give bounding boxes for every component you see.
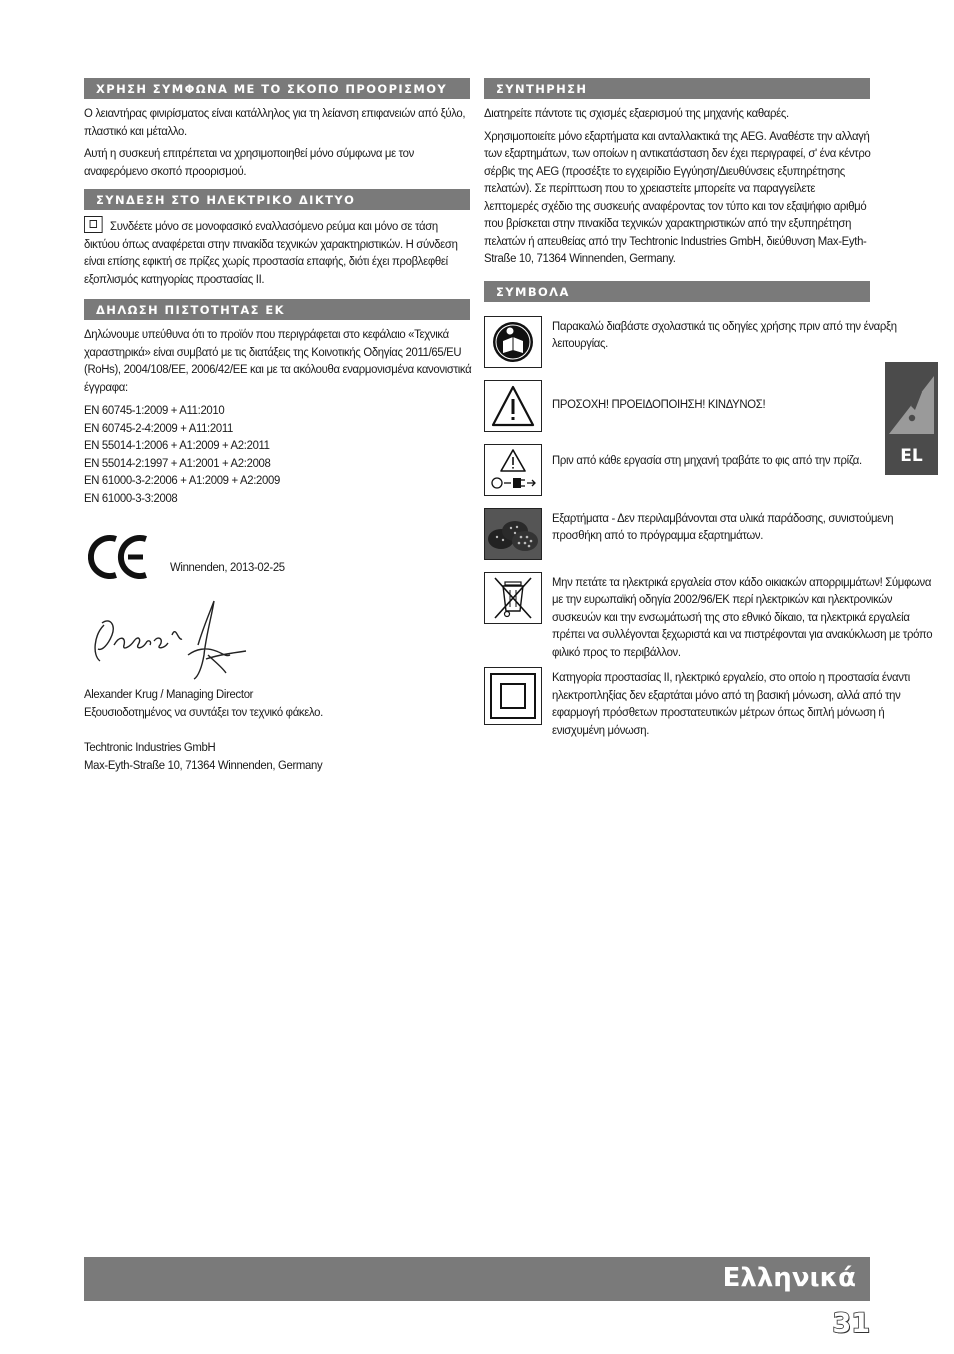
symbol-text: Πριν από κάθε εργασία στη μηχανή τραβάτε το φις από την πρίζα.	[552, 452, 862, 467]
symbol-text: Μην πετάτε τα ηλεκτρικά εργαλεία στον κάδο οικιακών απορριμμάτων! Σύμφωνα με την ευρωπαϊκή οδηγία 2002/96/ΕΚ περί ηλεκτρικών και ηλεκτρονικών συσκευών και την ενσωμάτωσή της στο εθνικό δίκαιο, τα ηλεκτρικά εργαλεία πρέπει να συλλέγονται ξεχωριστά και να πιστρέφονται για ανακύκλωση με τρόπο φιλικό προς το περιβάλλον.	[552, 574, 933, 659]
section-heading-symbols: ΣΥΜΒΟΛΑ	[484, 281, 870, 302]
authorized-note: Εξουσιοδοτημένος να συντάξει τον τεχνικό φάκελο.	[84, 704, 323, 719]
symbol-text: Εξαρτήματα - Δεν περιλαμβάνονται στα υλικά παράδοσης, συνιστούμενη προσθήκη από το πρόγραμμα εξαρτημάτων.	[552, 510, 894, 542]
symbol-row-disposal	[484, 572, 933, 662]
accessories-icon	[484, 508, 542, 560]
maintenance-paragraph-1: Διατηρείτε πάντοτε τις σχισμές εξαερισμού της μηχανής καθαρές.	[484, 106, 789, 120]
standard-item: EN 61000-3-2:2006 + A1:2009 + A2:2009	[84, 473, 280, 487]
footer-language-title: Ελληνικά	[722, 1263, 856, 1293]
maintenance-paragraph-2: Χρησιμοποιείτε μόνο εξαρτήματα και ανταλλακτικά της AEG. Αναθέστε την αλλαγή των εξαρτημάτων, των οποίων η αντικατάσταση δεν έχει περιγραφεί, σ' ένα κέντρο σέρβις της AEG (προσέξτε το εγχειρίδιο Εγγύηση/Διευθύνσεις εξυπηρέτησης πελατών). Σε περίπτωση που το χρειαστείτε μπορείτε να παραγγείλετε λεπτομερές σχέδιο της συσκευής αναφέροντας τον τύπο και τον εξαψήφιο αριθμό που βρίσκεται στην πινακίδα τεχνικών χαρακτηριστικών από την εξυπηρέτηση πελατών ή απευθείας από την Techtronic Industries GmbH, διεύθυνση Max-Eyth-Straße 10, 71364 Winnenden, Germany.	[484, 128, 871, 265]
intended-use-paragraph-1: Ο λειαντήρας φινιρίσματος είναι κατάλληλος για τη λείανση επιφανειών από ξύλο, πλαστικό και μέταλλο.	[84, 106, 466, 138]
standard-item: EN 55014-2:1997 + A1:2001 + A2:2008	[84, 455, 271, 470]
read-manual-icon	[484, 316, 542, 368]
company-address: Max-Eyth-Straße 10, 71364 Winnenden, Germany	[84, 757, 323, 772]
place-date: Winnenden, 2013-02-25	[170, 560, 285, 574]
signature-icon	[86, 595, 256, 681]
symbol-text: Κατηγορία προστασίας ΙΙ, ηλεκτρικό εργαλείο, στο οποίο η προστασία έναντι ηλεκτροπληξίας δεν εξαρτάται μόνο από τη βασική μόνωση, αλλά από την εφαρμογή πρόσθετων προστατευτικών μέτρων όπως διπλή μόνωση ή ενισχυμένη μόνωση.	[552, 670, 910, 737]
standards-list	[84, 402, 470, 507]
ce-mark-icon	[88, 533, 152, 581]
conformity-paragraph: Δηλώνουμε υπεύθυνα ότι το προϊόν που περιγράφεται στο κεφάλαιο «Τεχνικά χαραστηρικά» είναι συμβατό με τις διατάξεις της Κοινοτικής Οδηγίας 2011/65/EU (RoHs), 2004/108/EE, 2006/42/EE και με τα ακόλουθα εναρμονισμένα κανονιστικά έγγραφα:	[84, 327, 472, 394]
standard-item: EN 60745-1:2009 + A11:2010	[84, 403, 225, 417]
signer-name: Alexander Krug / Managing Director	[84, 687, 254, 701]
company-name: Techtronic Industries GmbH	[84, 740, 216, 754]
symbol-text: Παρακαλώ διαβάστε σχολαστικά τις οδηγίες χρήσης πριν από την έναρξη λειτουργίας.	[552, 318, 897, 350]
protection-class-ii-icon	[84, 216, 103, 233]
section-heading-conformity: ΔΗΛΩΣΗ ΠΙΣΤΟΤΗΤΑΣ ΕΚ	[84, 299, 470, 320]
left-column	[84, 78, 470, 774]
unplug-icon	[484, 444, 542, 496]
standard-item: EN 61000-3-3:2008	[84, 490, 178, 505]
mains-paragraph	[84, 216, 472, 288]
section-heading-mains: ΣΥΝΔΕΣΗ ΣΤΟ ΗΛΕΚΤΡΙΚΟ ΔΙΚΤΥΟ	[84, 189, 470, 210]
symbol-row-warning	[484, 380, 870, 438]
warning-exclamation-icon	[885, 362, 938, 444]
symbol-row-unplug	[484, 444, 870, 502]
symbol-text: ΠΡΟΣΟΧΗ! ΠΡΟΕΙΔΟΠΟΙΗΣΗ! ΚΙΝΔΥΝΟΣ!	[552, 396, 766, 411]
language-side-tab	[885, 362, 938, 475]
symbol-row-read-manual	[484, 316, 897, 374]
warning-triangle-icon	[484, 380, 542, 432]
standard-item: EN 55014-1:2006 + A1:2009 + A2:2011	[84, 438, 270, 452]
protection-class-ii-icon	[484, 667, 542, 725]
intended-use-paragraph-2: Αυτή η συσκευή επιτρέπεται να χρησιμοποιηθεί μόνο σύμφωνα με τον αναφερόμενο σκοπό προορισμού.	[84, 146, 414, 178]
symbol-row-protection-class	[484, 667, 910, 739]
standard-item: EN 60745-2-4:2009 + A11:2011	[84, 420, 233, 435]
language-code: EL	[900, 446, 923, 466]
ce-row	[84, 533, 470, 587]
section-heading-intended-use: ΧΡΗΣΗ ΣΥΜΦΩΝΑ ΜΕ ΤΟ ΣΚΟΠΟ ΠΡΟΟΡΙΣΜΟΥ	[84, 78, 470, 99]
symbol-row-accessories	[484, 508, 894, 566]
mains-paragraph-text: Συνδέετε μόνο σε μονοφασικό εναλλασόμενο ρεύμα και μόνο σε τάση δικτύου όπως αναφέρεται στην πινακίδα τεχνικών χαρακτηριστικών. Η σύνδεση είναι επίσης εφικτή σε πρίζες χωρίς προστασία επαφής, διότι έχει προβλεφθεί εξοπλισμός κατηγορίας προστασίας ΙΙ.	[84, 219, 458, 286]
footer-bar	[84, 1257, 870, 1301]
section-heading-maintenance: ΣΥΝΤΗΡΗΣΗ	[484, 78, 870, 99]
page-number: 31	[832, 1308, 870, 1339]
crossed-bin-icon	[484, 572, 542, 624]
